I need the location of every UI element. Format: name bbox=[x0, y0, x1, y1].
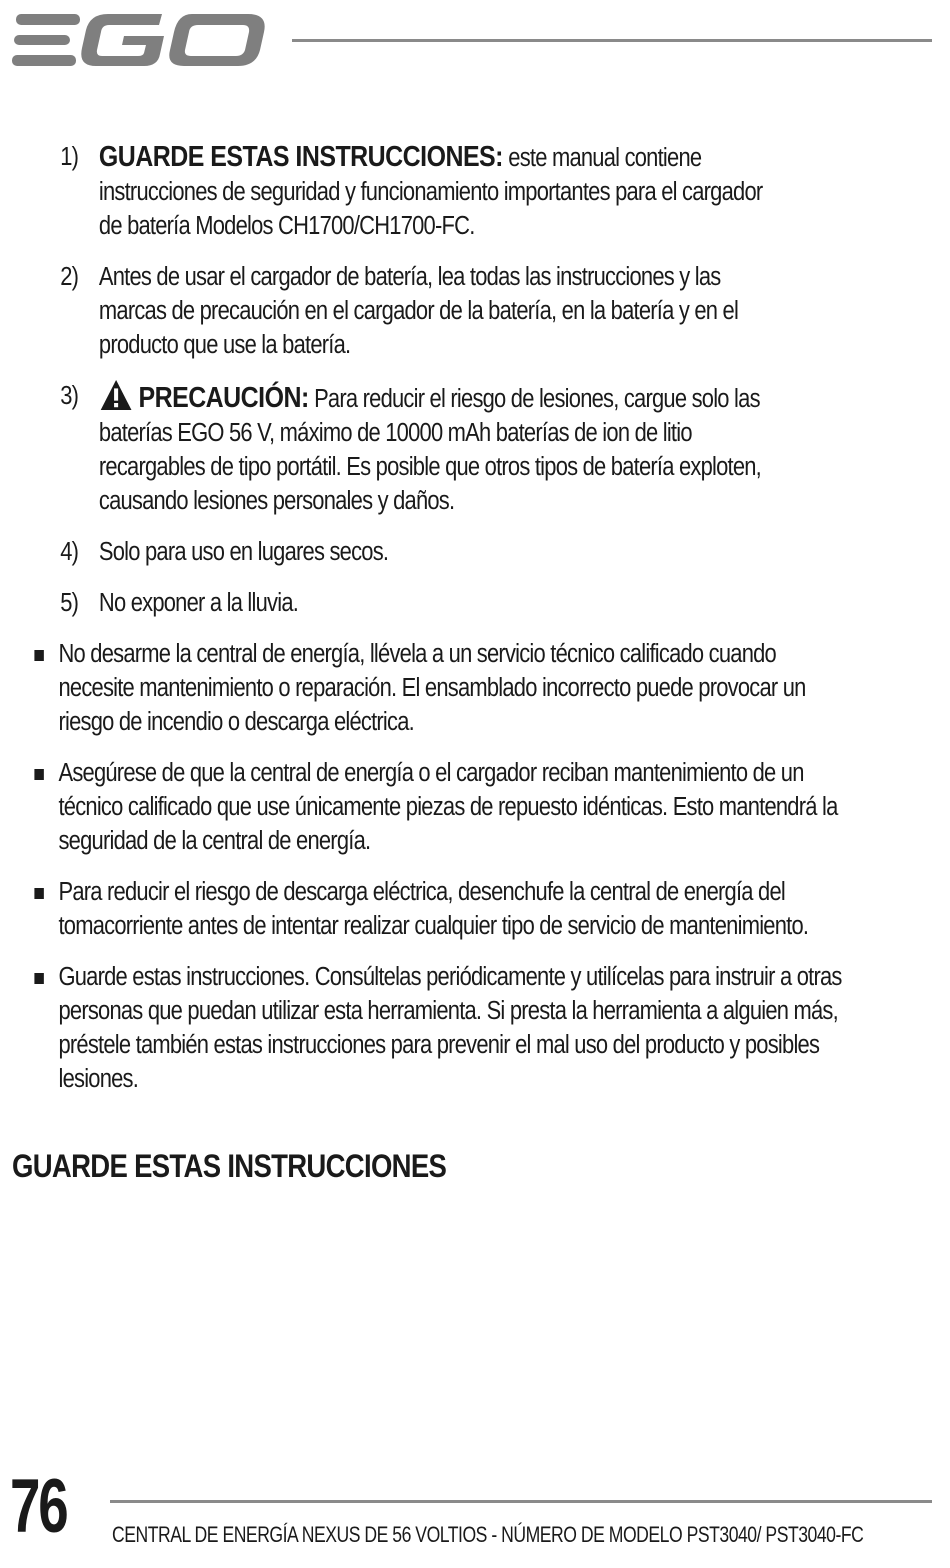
item-text: Antes de usar el cargador de batería, lea todas las instrucciones y las marcas de precaución en el cargador de la batería, en la batería y en el producto que use la batería. bbox=[98, 263, 739, 359]
page-header bbox=[0, 0, 950, 80]
bullet-item bbox=[0, 756, 860, 858]
footer-rule bbox=[110, 1500, 932, 1503]
square-bullet-icon bbox=[34, 769, 43, 780]
bullet-item bbox=[0, 960, 860, 1096]
item-text: Solo para uso en lugares secos. bbox=[98, 538, 389, 566]
numbered-item bbox=[0, 140, 800, 243]
item-text: este manual contiene instrucciones de seguridad y funcionamiento importantes para el cargador de batería Modelos CH1700/CH1700-FC. bbox=[98, 144, 763, 240]
footer-text: CENTRAL DE ENERGÍA NEXUS DE 56 VOLTIOS - NÚMERO DE MODELO PST3040/ PST3040-FC bbox=[112, 1522, 864, 1547]
square-bullet-icon bbox=[34, 973, 43, 984]
header-rule bbox=[292, 39, 932, 42]
item-number: 1) bbox=[60, 143, 79, 171]
item-number: 3) bbox=[60, 382, 79, 410]
item-number: 4) bbox=[60, 538, 79, 566]
save-instructions-heading: GUARDE ESTAS INSTRUCCIONES bbox=[12, 1148, 447, 1184]
item-number: 2) bbox=[60, 263, 79, 291]
item-lead: PRECAUCIÓN: bbox=[138, 382, 309, 414]
bullet-item bbox=[0, 637, 860, 739]
item-number: 5) bbox=[60, 589, 79, 617]
numbered-item bbox=[0, 260, 800, 362]
bullet-text: No desarme la central de energía, llévela a un servicio técnico calificado cuando necesite mantenimiento o reparación. El ensamblado incorrecto puede provocar un riesgo de incendio o descarga eléctrica. bbox=[58, 640, 806, 736]
bullet-text: Asegúrese de que la central de energía o el cargador reciban mantenimiento de un técnico calificado que use únicamente piezas de repuesto idénticas. Esto mantendrá la seguridad de la central de energía. bbox=[58, 759, 838, 855]
ego-logo bbox=[12, 10, 268, 70]
instructions-content bbox=[0, 140, 950, 1113]
numbered-item bbox=[0, 586, 800, 620]
page-number: 76 bbox=[10, 1464, 67, 1549]
warning-triangle-icon bbox=[99, 379, 133, 411]
bullet-item bbox=[0, 875, 860, 943]
numbered-item bbox=[0, 535, 800, 569]
bullet-text: Guarde estas instrucciones. Consúltelas periódicamente y utilícelas para instruir a otras personas que puedan utilizar esta herramienta. Si presta la herramienta a alguien más, préstele también estas instrucciones para prevenir el mal uso del producto y posibles lesiones. bbox=[58, 963, 842, 1093]
item-lead: GUARDE ESTAS INSTRUCCIONES: bbox=[98, 141, 503, 173]
numbered-item bbox=[0, 379, 800, 518]
square-bullet-icon bbox=[34, 650, 43, 661]
bullet-text: Para reducir el riesgo de descarga eléctrica, desenchufe la central de energía del tomacorriente antes de intentar realizar cualquier tipo de servicio de mantenimiento. bbox=[58, 878, 809, 940]
item-text: Para reducir el riesgo de lesiones, cargue solo las baterías EGO 56 V, máximo de 10000 mAh baterías de ion de litio recargables de tipo portátil. Es posible que otros tipos de batería exploten, causando lesiones personales y daños. bbox=[98, 385, 762, 515]
square-bullet-icon bbox=[34, 888, 43, 899]
item-text: No exponer a la lluvia. bbox=[98, 589, 299, 617]
